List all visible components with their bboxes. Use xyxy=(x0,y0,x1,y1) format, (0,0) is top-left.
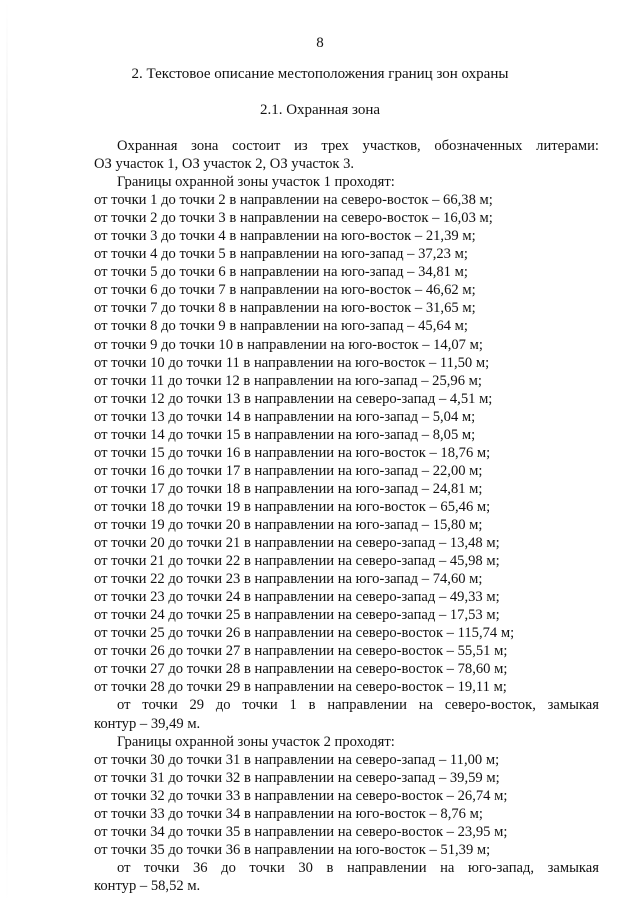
plot1-line: от точки 25 до точки 26 в направлении на северо-восток – 115,74 м; xyxy=(94,625,515,642)
plot1-line: от точки 9 до точки 10 в направлении на юго-восток – 14,07 м; xyxy=(94,336,483,353)
plot2-line: от точки 35 до точки 36 в направлении на юго-восток – 51,39 м; xyxy=(94,841,491,858)
plot1-line: от точки 22 до точки 23 в направлении на юго-запад – 74,60 м; xyxy=(94,571,483,588)
plot1-line: от точки 23 до точки 24 в направлении на северо-запад – 49,33 м; xyxy=(94,589,500,606)
plot1-line: от точки 3 до точки 4 в направлении на юго-восток – 21,39 м; xyxy=(94,228,476,245)
plot1-heading: Границы охранной зоны участок 1 проходят: xyxy=(117,174,395,191)
plot1-line: от точки 26 до точки 27 в направлении на северо-восток – 55,51 м; xyxy=(94,643,508,660)
plot1-line: от точки 18 до точки 19 в направлении на юго-восток – 65,46 м; xyxy=(94,498,491,515)
intro-line-2: ОЗ участок 1, ОЗ участок 2, ОЗ участок 3. xyxy=(94,156,355,173)
plot2-heading: Границы охранной зоны участок 2 проходят: xyxy=(117,733,395,750)
plot1-line: от точки 15 до точки 16 в направлении на юго-восток – 18,76 м; xyxy=(94,444,491,461)
plot1-line: от точки 2 до точки 3 в направлении на северо-восток – 16,03 м; xyxy=(94,210,493,227)
plot1-line: от точки 10 до точки 11 в направлении на юго-восток – 11,50 м; xyxy=(94,354,490,371)
plot1-line: от точки 12 до точки 13 в направлении на северо-запад – 4,51 м; xyxy=(94,390,493,407)
plot1-line: от точки 21 до точки 22 в направлении на северо-запад – 45,98 м; xyxy=(94,553,500,570)
plot1-line: от точки 28 до точки 29 в направлении на северо-восток – 19,11 м; xyxy=(94,679,507,696)
section-heading: 2. Текстовое описание местоположения границ зон охраны xyxy=(131,66,509,82)
plot1-line: от точки 1 до точки 2 в направлении на северо-восток – 66,38 м; xyxy=(94,192,493,209)
plot2-closing-line-2: контур – 58,52 м. xyxy=(94,877,201,894)
plot1-line: от точки 24 до точки 25 в направлении на северо-запад – 17,53 м; xyxy=(94,607,500,624)
intro-line-1: Охранная зона состоит из трех участков, обозначенных литерами: xyxy=(117,138,599,154)
plot2-closing-line-1: от точки 36 до точки 30 в направлении на юго-запад, замыкая xyxy=(117,859,599,876)
scan-edge-mark xyxy=(6,0,8,905)
page-number: 8 xyxy=(316,35,324,51)
plot1-line: от точки 17 до точки 18 в направлении на юго-запад – 24,81 м; xyxy=(94,480,483,497)
plot1-line: от точки 27 до точки 28 в направлении на северо-восток – 78,60 м; xyxy=(94,661,508,678)
plot1-line: от точки 11 до точки 12 в направлении на юго-запад – 25,96 м; xyxy=(94,372,482,389)
plot1-line: от точки 14 до точки 15 в направлении на юго-запад – 8,05 м; xyxy=(94,426,476,443)
plot1-line: от точки 7 до точки 8 в направлении на юго-восток – 31,65 м; xyxy=(94,300,476,317)
plot1-closing-line-1: от точки 29 до точки 1 в направлении на северо-восток, замыкая xyxy=(117,697,599,714)
plot1-line: от точки 5 до точки 6 в направлении на юго-запад – 34,81 м; xyxy=(94,264,468,281)
plot2-line: от точки 31 до точки 32 в направлении на северо-запад – 39,59 м; xyxy=(94,769,500,786)
plot1-line: от точки 20 до точки 21 в направлении на северо-запад – 13,48 м; xyxy=(94,535,500,552)
subsection-heading: 2.1. Охранная зона xyxy=(259,102,381,118)
plot1-line: от точки 13 до точки 14 в направлении на юго-запад – 5,04 м; xyxy=(94,408,476,425)
body-text xyxy=(94,137,599,895)
plot1-line: от точки 16 до точки 17 в направлении на юго-запад – 22,00 м; xyxy=(94,462,483,479)
plot1-line: от точки 8 до точки 9 в направлении на юго-запад – 45,64 м; xyxy=(94,318,468,335)
plot1-line: от точки 19 до точки 20 в направлении на юго-запад – 15,80 м; xyxy=(94,516,483,533)
plot1-closing-line-2: контур – 39,49 м. xyxy=(94,715,201,732)
plot1-line: от точки 4 до точки 5 в направлении на юго-запад – 37,23 м; xyxy=(94,246,468,263)
plot2-line: от точки 32 до точки 33 в направлении на северо-восток – 26,74 м; xyxy=(94,787,508,804)
plot1-line: от точки 6 до точки 7 в направлении на юго-восток – 46,62 м; xyxy=(94,282,476,299)
plot2-line: от точки 34 до точки 35 в направлении на северо-восток – 23,95 м; xyxy=(94,823,508,840)
plot2-line: от точки 30 до точки 31 в направлении на северо-запад – 11,00 м; xyxy=(94,751,500,768)
plot2-line: от точки 33 до точки 34 в направлении на юго-восток – 8,76 м; xyxy=(94,805,483,822)
